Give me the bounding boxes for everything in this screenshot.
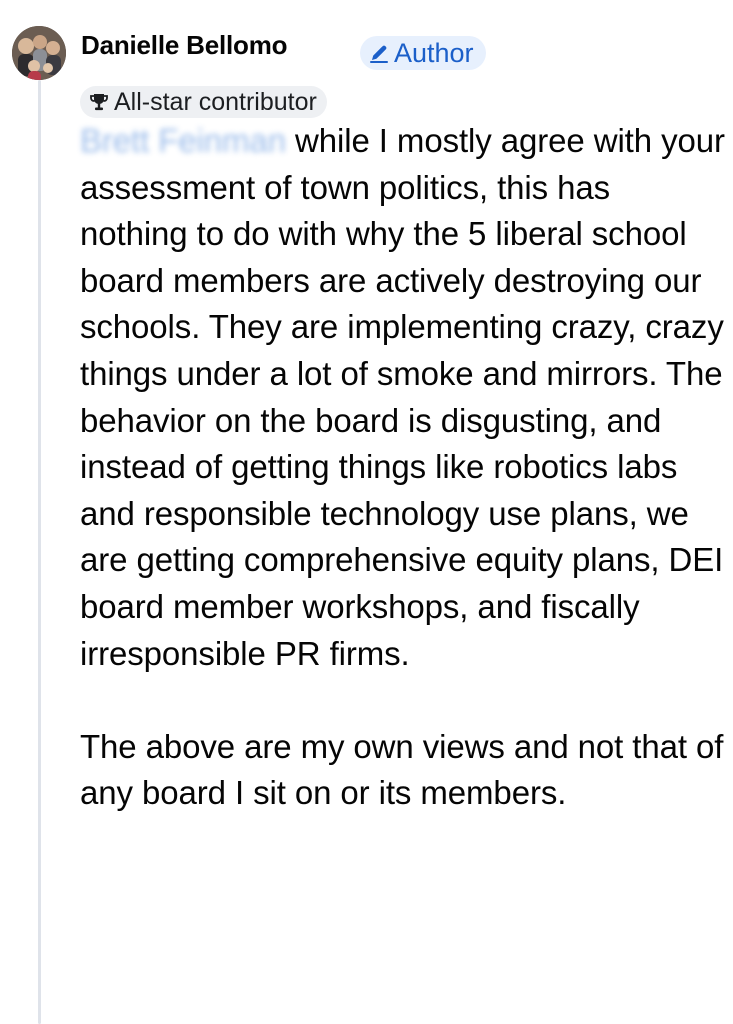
contributor-badge-label: All-star contributor [114, 87, 317, 116]
avatar-photo [12, 26, 66, 80]
author-name[interactable]: Danielle Bellomo [81, 30, 288, 60]
author-badge [360, 36, 486, 70]
comment-body [80, 118, 725, 817]
comment-text: while I mostly agree with your assessment of town politics, this has nothing to do with why the 5 liberal school board members are actively destroying our schools. They are implementing crazy, crazy things under a lot of smoke and mirrors. The behavior on the board is disgusting, and instead of getting things like robotics labs and responsible technology use plans, we are getting comprehensive equity plans, DEI board member workshops, and fiscally irresponsible PR firms. [80, 122, 725, 672]
author-badge-label: Author [394, 37, 474, 68]
contributor-badge [80, 86, 327, 118]
thread-line [38, 80, 41, 1024]
comment-paragraph [80, 118, 725, 677]
trophy-icon [88, 91, 110, 113]
pencil-icon [368, 42, 390, 64]
comment-paragraph-disclaimer: The above are my own views and not that of any board I sit on or its members. [80, 727, 724, 812]
avatar[interactable] [12, 26, 66, 80]
mention-link[interactable]: Brett Feinman [80, 122, 286, 159]
